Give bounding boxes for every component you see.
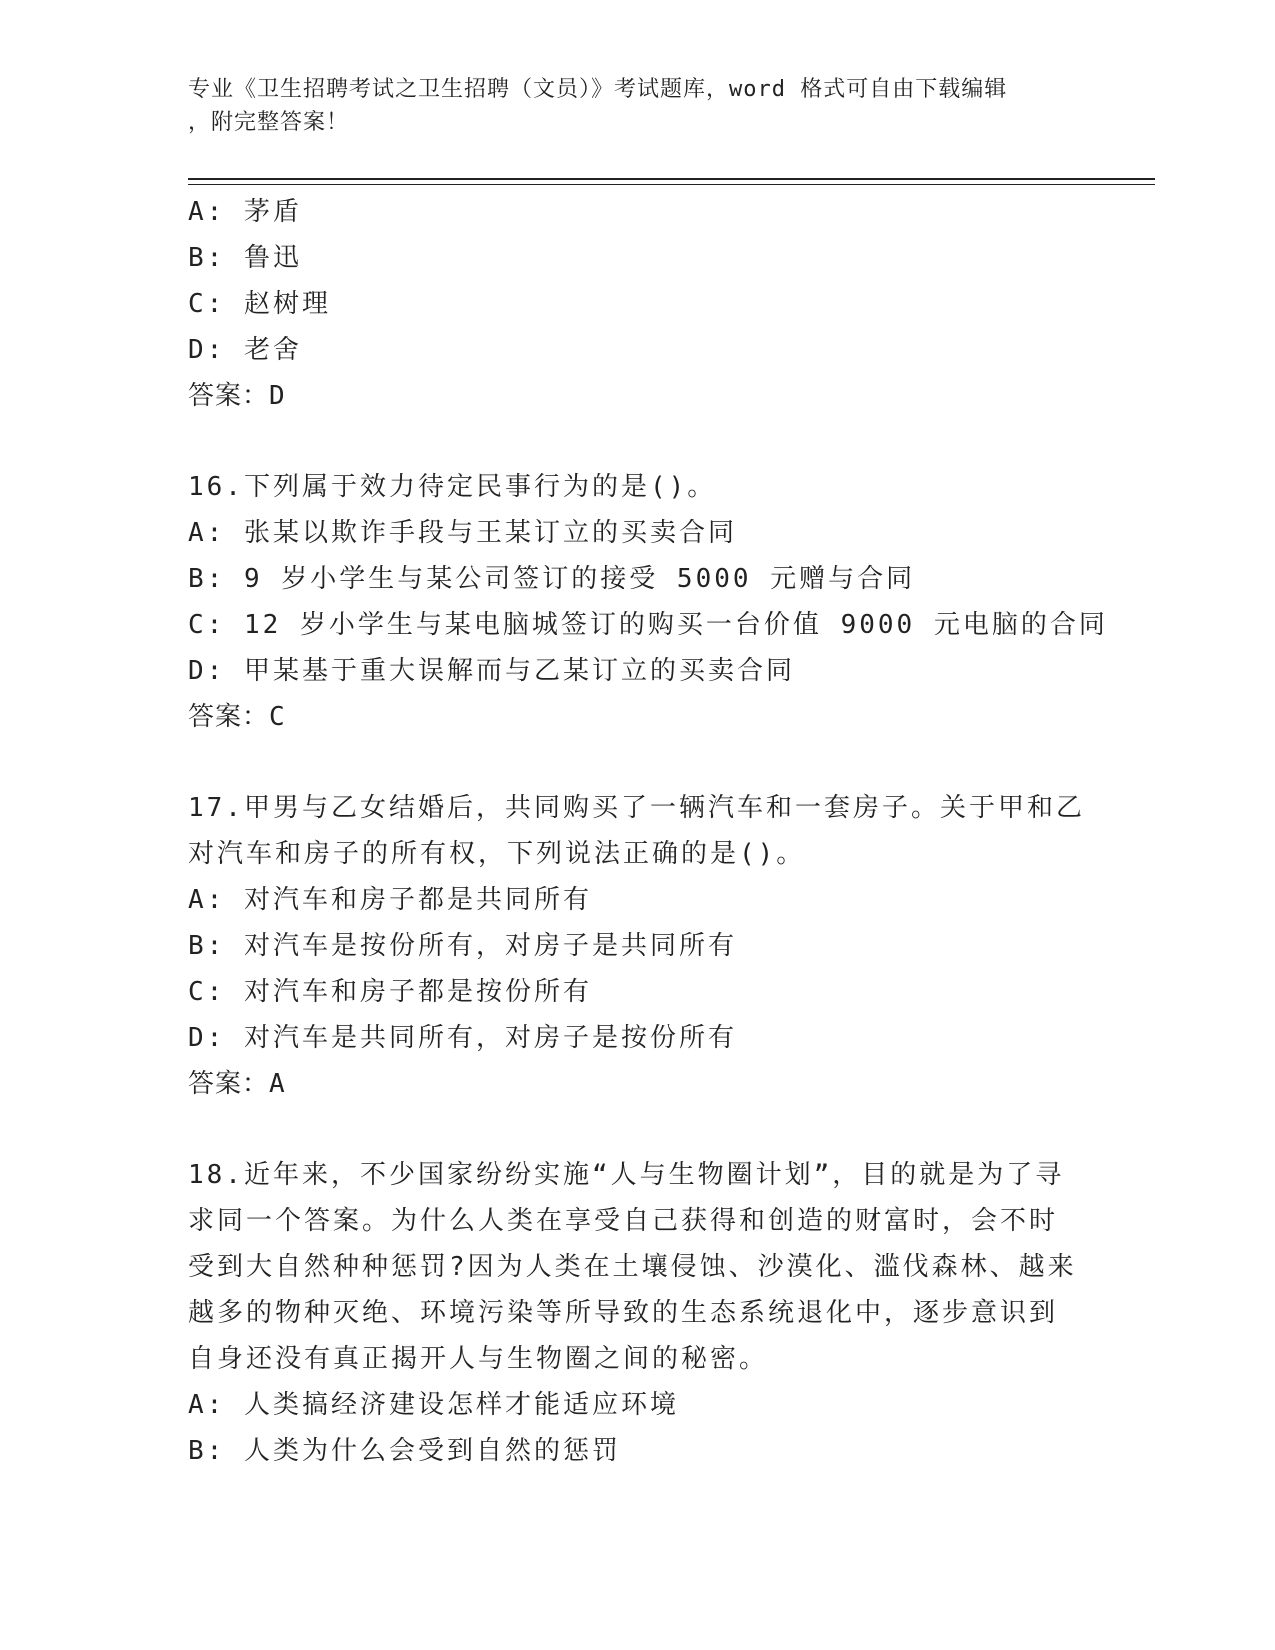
question-spacer xyxy=(188,419,1088,464)
question-list xyxy=(188,189,1108,1474)
answer-line: 答案：C xyxy=(188,702,286,732)
option-a: A: 张某以欺诈手段与王某订立的买卖合同 xyxy=(188,518,737,548)
option-b: B: 对汽车是按份所有，对房子是共同所有 xyxy=(188,931,737,961)
header-line-1: 专业《卫生招聘考试之卫生招聘（文员）》考试题库，word 格式可自由下载编辑 xyxy=(188,77,1008,102)
question-spacer xyxy=(188,740,1088,785)
answer-line: 答案：A xyxy=(188,1069,286,1099)
question-spacer xyxy=(188,1107,1088,1152)
question-15 xyxy=(188,189,1088,419)
header-divider-thick xyxy=(188,178,1155,180)
question-stem-line-2: 求同一个答案。为什么人类在享受自己获得和创造的财富时，会不时 xyxy=(188,1206,1059,1236)
question-stem-line-3: 受到大自然种种惩罚?因为人类在土壤侵蚀、沙漠化、滥伐森林、越来 xyxy=(188,1252,1077,1282)
answer-line: 答案：D xyxy=(188,381,286,411)
question-16 xyxy=(188,464,1108,740)
document-header xyxy=(188,73,1068,139)
option-a: A: 对汽车和房子都是共同所有 xyxy=(188,885,592,915)
option-c: C: 对汽车和房子都是按份所有 xyxy=(188,977,592,1007)
option-d: D: 对汽车是共同所有，对房子是按份所有 xyxy=(188,1023,737,1053)
question-stem: 16.下列属于效力待定民事行为的是()。 xyxy=(188,472,717,502)
header-divider-thin xyxy=(188,184,1155,185)
question-stem-line-5: 自身还没有真正揭开人与生物圈之间的秘密。 xyxy=(188,1344,769,1374)
question-stem-line-1: 17.甲男与乙女结婚后，共同购买了一辆汽车和一套房子。关于甲和乙 xyxy=(188,793,1085,823)
option-d: D: 老舍 xyxy=(188,335,302,365)
option-b: B: 9 岁小学生与某公司签订的接受 5000 元赠与合同 xyxy=(188,564,916,594)
option-c: C: 赵树理 xyxy=(188,289,331,319)
option-c: C: 12 岁小学生与某电脑城签订的购买一台价值 9000 元电脑的合同 xyxy=(188,610,1108,640)
option-d: D: 甲某基于重大误解而与乙某订立的买卖合同 xyxy=(188,656,795,686)
header-line-2: ，附完整答案！ xyxy=(188,110,350,135)
question-17 xyxy=(188,785,1088,1107)
question-stem-line-4: 越多的物种灭绝、环境污染等所导致的生态系统退化中，逐步意识到 xyxy=(188,1298,1059,1328)
option-b: B: 鲁迅 xyxy=(188,243,302,273)
question-stem-line-2: 对汽车和房子的所有权，下列说法正确的是()。 xyxy=(188,839,806,869)
question-stem-line-1: 18.近年来，不少国家纷纷实施“人与生物圈计划”，目的就是为了寻 xyxy=(188,1160,1065,1190)
option-a: A: 茅盾 xyxy=(188,197,302,227)
option-a: A: 人类搞经济建设怎样才能适应环境 xyxy=(188,1390,679,1420)
question-18 xyxy=(188,1152,1088,1474)
option-b: B: 人类为什么会受到自然的惩罚 xyxy=(188,1436,621,1466)
